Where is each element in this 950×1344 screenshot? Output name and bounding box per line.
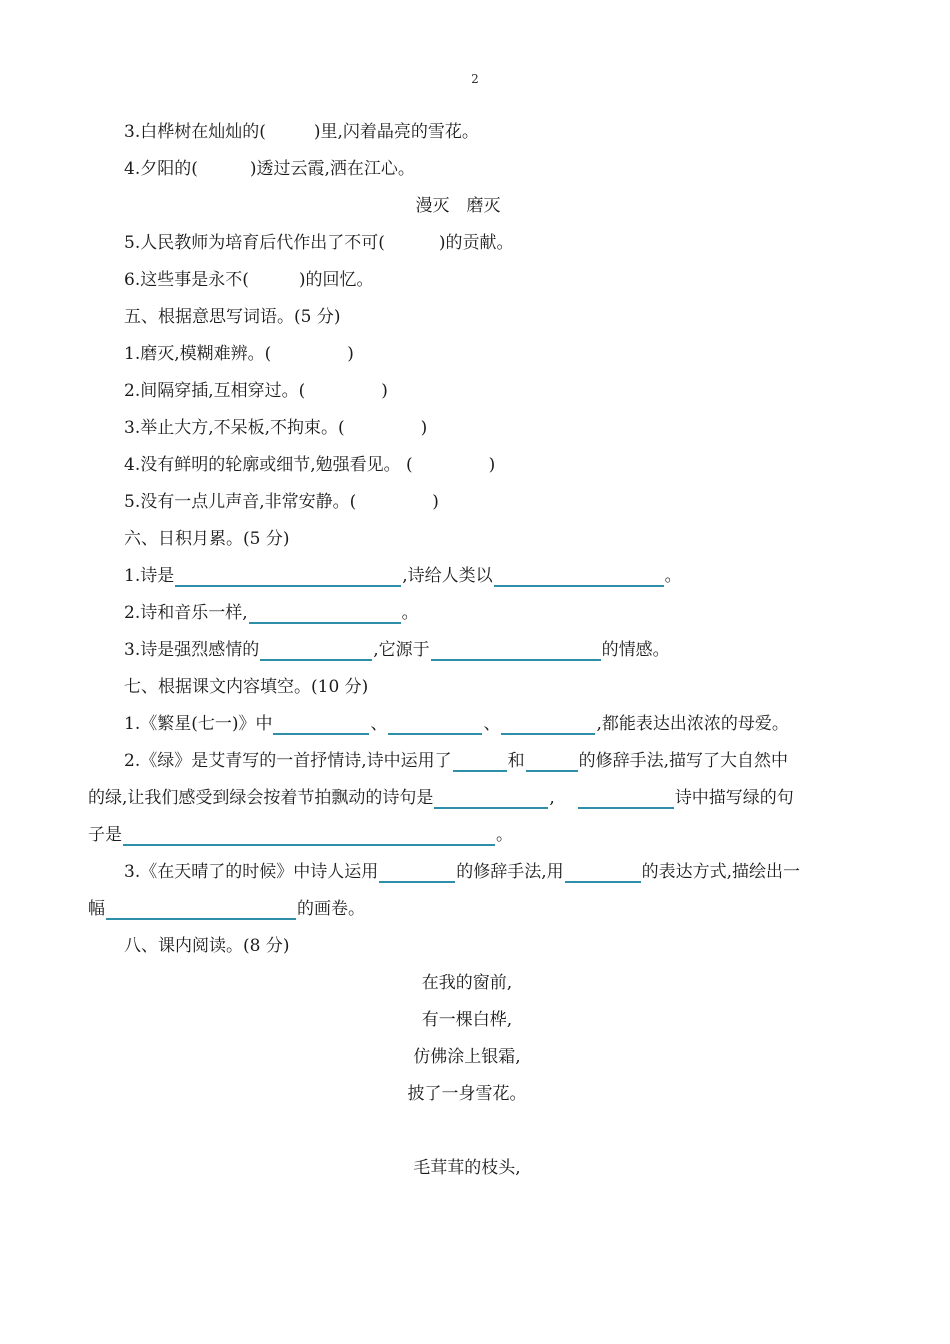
- question-text: 1.《繁星(七一)》中: [124, 714, 273, 734]
- question-text: 的情感。: [601, 640, 670, 660]
- question-7-2-cont: [88, 780, 868, 817]
- question-text: ): [347, 344, 354, 364]
- question-6-2: [88, 595, 868, 632]
- answer-blank[interactable]: [175, 561, 401, 587]
- question-text: )的贡献。: [438, 233, 514, 253]
- question-text: 的绿,让我们感受到绿会按着节拍飘动的诗句是: [88, 788, 434, 808]
- question-5-5: [88, 484, 868, 521]
- question-7-2-end: [88, 817, 868, 854]
- question-text: 的修辞手法,用: [456, 862, 564, 882]
- question-text: 3.诗是强烈感情的: [124, 640, 260, 660]
- poem-line: 毛茸茸的枝头,: [413, 1158, 521, 1178]
- answer-blank[interactable]: [453, 746, 507, 772]
- poem-stanza-break: [88, 1113, 868, 1150]
- question-6-3: [88, 632, 868, 669]
- poem-line: 披了一身雪花。: [407, 1084, 527, 1104]
- answer-blank[interactable]: [431, 635, 601, 661]
- question-7-3-cont: [88, 891, 868, 928]
- question-text: 5.人民教师为培育后代作出了不可(: [124, 233, 385, 253]
- question-4-6: [88, 262, 868, 299]
- question-text: )透过云霞,洒在江心。: [249, 159, 415, 179]
- answer-blank[interactable]: [434, 783, 548, 809]
- answer-blank[interactable]: [106, 894, 296, 920]
- question-5-4: [88, 447, 868, 484]
- answer-blank[interactable]: [123, 820, 495, 846]
- question-text: )的回忆。: [298, 270, 374, 290]
- question-5-2: [88, 373, 868, 410]
- section-5-heading: 五、根据意思写词语。(5 分): [124, 307, 341, 327]
- question-text: 。: [496, 825, 513, 845]
- question-text: ,: [549, 788, 555, 808]
- question-text: 的画卷。: [297, 899, 365, 919]
- question-6-1: [88, 558, 868, 595]
- poem-line: 有一棵白桦,: [421, 1010, 513, 1030]
- question-text: 。: [401, 603, 419, 623]
- question-text: 1.诗是: [124, 566, 175, 586]
- question-text: ): [381, 381, 388, 401]
- answer-blank[interactable]: [578, 783, 674, 809]
- worksheet-content: [88, 114, 868, 1187]
- question-text: 2.《绿》是艾青写的一首抒情诗,诗中运用了: [124, 751, 452, 771]
- question-4-5: [88, 225, 868, 262]
- separator: 、: [370, 714, 388, 734]
- poem-line: 仿佛涂上银霜,: [413, 1047, 521, 1067]
- question-text: 2.间隔穿插,互相穿过。(: [124, 381, 306, 401]
- poem: [88, 965, 868, 1187]
- answer-blank[interactable]: [388, 709, 482, 735]
- separator: 、: [483, 714, 501, 734]
- section-8-heading: 八、课内阅读。(8 分): [124, 936, 290, 956]
- answer-blank[interactable]: [379, 857, 455, 883]
- section-6-heading: 六、日积月累。(5 分): [124, 529, 290, 549]
- question-text: ,它源于: [373, 640, 430, 660]
- question-4-3: [88, 114, 868, 151]
- question-text: 3.《在天晴了的时候》中诗人运用: [124, 862, 379, 882]
- question-text: 4.夕阳的(: [124, 159, 198, 179]
- answer-blank[interactable]: [249, 598, 401, 624]
- question-text: 4.没有鲜明的轮廓或细节,勉强看见。 (: [124, 455, 413, 475]
- question-text: 和: [507, 751, 525, 771]
- question-5-3: [88, 410, 868, 447]
- question-7-3: [88, 854, 868, 891]
- question-text: 的修辞手法,描写了大自然中: [578, 751, 789, 771]
- question-text: 幅: [88, 899, 105, 919]
- question-text: 2.诗和音乐一样,: [124, 603, 248, 623]
- question-7-1: [88, 706, 868, 743]
- question-text: 。: [664, 566, 682, 586]
- answer-blank[interactable]: [565, 857, 641, 883]
- question-text: 的表达方式,描绘出一: [641, 862, 801, 882]
- word-bank: 漫灭 磨灭: [415, 196, 501, 216]
- answer-blank[interactable]: [526, 746, 578, 772]
- question-text: ): [420, 418, 428, 438]
- answer-blank[interactable]: [494, 561, 664, 587]
- question-text: ): [432, 492, 439, 512]
- answer-blank[interactable]: [501, 709, 595, 735]
- question-text: 3.白桦树在灿灿的(: [124, 122, 266, 142]
- question-7-2: [88, 743, 868, 780]
- answer-blank[interactable]: [273, 709, 369, 735]
- answer-blank[interactable]: [260, 635, 372, 661]
- question-4-4: [88, 151, 868, 188]
- question-5-1: [88, 336, 868, 373]
- question-text: 5.没有一点儿声音,非常安静。(: [124, 492, 357, 512]
- section-7-heading: 七、根据课文内容填空。(10 分): [124, 677, 369, 697]
- question-text: 6.这些事是永不(: [124, 270, 249, 290]
- question-text: ,都能表达出浓浓的母爱。: [596, 714, 789, 734]
- question-text: ): [488, 455, 496, 475]
- question-text: 诗中描写绿的句: [674, 788, 794, 808]
- question-text: 3.举止大方,不呆板,不拘束。(: [124, 418, 345, 438]
- question-text: 子是: [88, 825, 122, 845]
- page-number: 2: [471, 72, 479, 86]
- question-text: ,诗给人类以: [402, 566, 493, 586]
- question-text: 1.磨灭,模糊难辨。(: [124, 344, 272, 364]
- question-text: )里,闪着晶亮的雪花。: [313, 122, 479, 142]
- poem-line: 在我的窗前,: [421, 973, 513, 993]
